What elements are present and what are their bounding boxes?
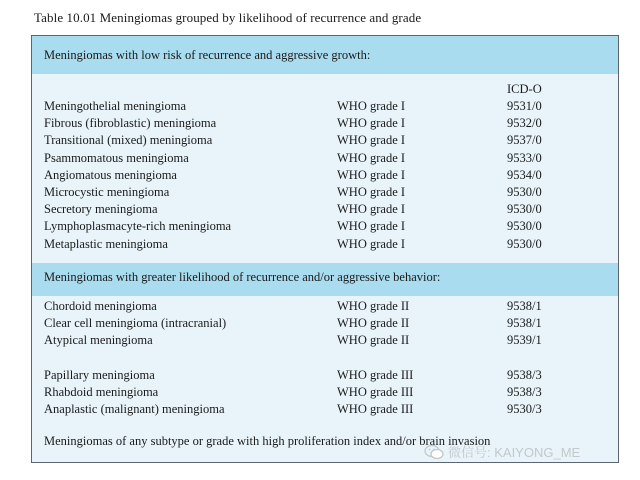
meningioma-table: [31, 35, 619, 463]
icd-o-code: 9530/0: [507, 185, 542, 199]
who-grade: WHO grade I: [337, 185, 406, 199]
icd-o-code: 9532/0: [507, 116, 542, 131]
meningioma-name: Anaplastic (malignant) meningioma: [44, 402, 225, 417]
icd-o-code: 9530/0: [507, 202, 542, 217]
section-2-heading: Meningiomas with greater likelihood of recurrence and/or aggressive behavior:: [44, 270, 441, 284]
table-caption: Table 10.01 Meningiomas grouped by likelihood of recurrence and grade: [34, 10, 422, 25]
icd-o-code: 9538/3: [507, 368, 542, 382]
table-row: [32, 237, 618, 254]
meningioma-name: Metaplastic meningioma: [44, 236, 168, 251]
table-row: [32, 116, 618, 133]
meningioma-name: Lymphoplasmacyte-rich meningioma: [44, 219, 232, 234]
meningioma-name: Angiomatous meningioma: [44, 167, 177, 182]
icd-o-code: 9538/3: [507, 385, 542, 400]
icd-o-code: 9534/0: [507, 167, 542, 182]
icd-o-code: 9530/0: [507, 219, 542, 234]
icd-o-code: 9538/1: [507, 316, 542, 331]
meningioma-name: Microcystic meningioma: [44, 185, 170, 199]
who-grade: WHO grade I: [337, 99, 406, 113]
watermark-text: 微信号: KAIYONG_ME: [448, 445, 581, 460]
who-grade: WHO grade I: [337, 202, 406, 217]
icd-o-code: 9530/3: [507, 402, 542, 417]
meningioma-name: Atypical meningioma: [44, 333, 153, 348]
table-row: [32, 299, 618, 316]
who-grade: WHO grade III: [337, 385, 414, 400]
who-grade: WHO grade I: [337, 236, 406, 251]
who-grade: WHO grade III: [337, 402, 414, 417]
who-grade: WHO grade I: [337, 150, 406, 165]
who-grade: WHO grade II: [337, 316, 410, 331]
icd-o-code: 9531/0: [507, 99, 542, 113]
table-row: [32, 385, 618, 402]
icd-o-code: 9533/0: [507, 150, 542, 165]
meningioma-name: Meningothelial meningioma: [44, 99, 186, 113]
section-1-heading: Meningiomas with low risk of recurrence and aggressive growth:: [44, 48, 371, 62]
meningioma-name: Psammomatous meningioma: [44, 150, 189, 165]
meningioma-name: Papillary meningioma: [44, 368, 155, 382]
table-row: [32, 185, 618, 202]
table-row: [32, 333, 618, 350]
table-row: [32, 133, 618, 150]
icd-o-code: 9530/0: [507, 236, 542, 251]
meningioma-name: Clear cell meningioma (intracranial): [44, 316, 227, 331]
who-grade: WHO grade III: [337, 368, 414, 382]
who-grade: WHO grade II: [337, 299, 410, 313]
who-grade: WHO grade II: [337, 333, 410, 348]
who-grade: WHO grade I: [337, 116, 406, 131]
meningioma-name: Transitional (mixed) meningioma: [44, 133, 213, 148]
meningioma-name: Secretory meningioma: [44, 202, 158, 217]
icd-o-column-header: ICD-O: [507, 82, 542, 96]
table-row: [32, 368, 618, 385]
footer-note: Meningiomas of any subtype or grade with high proliferation index and/or brain invasion: [44, 434, 491, 448]
who-grade: WHO grade I: [337, 167, 406, 182]
table-row: [32, 151, 618, 168]
who-grade: WHO grade I: [337, 219, 406, 234]
meningioma-name: Rhabdoid meningioma: [44, 385, 159, 400]
icd-o-code: 9537/0: [507, 133, 542, 148]
watermark: [424, 442, 580, 461]
who-grade: WHO grade I: [337, 133, 406, 148]
wechat-icon: [424, 444, 444, 460]
icd-o-code: 9538/1: [507, 299, 542, 313]
icd-o-code: 9539/1: [507, 333, 542, 348]
table-row: [32, 316, 618, 333]
table-row: [32, 219, 618, 236]
table-row: [32, 99, 618, 116]
table-row: [32, 202, 618, 219]
table-row: [32, 402, 618, 419]
meningioma-name: Fibrous (fibroblastic) meningioma: [44, 116, 217, 131]
table-row: [32, 168, 618, 185]
meningioma-name: Chordoid meningioma: [44, 299, 157, 313]
